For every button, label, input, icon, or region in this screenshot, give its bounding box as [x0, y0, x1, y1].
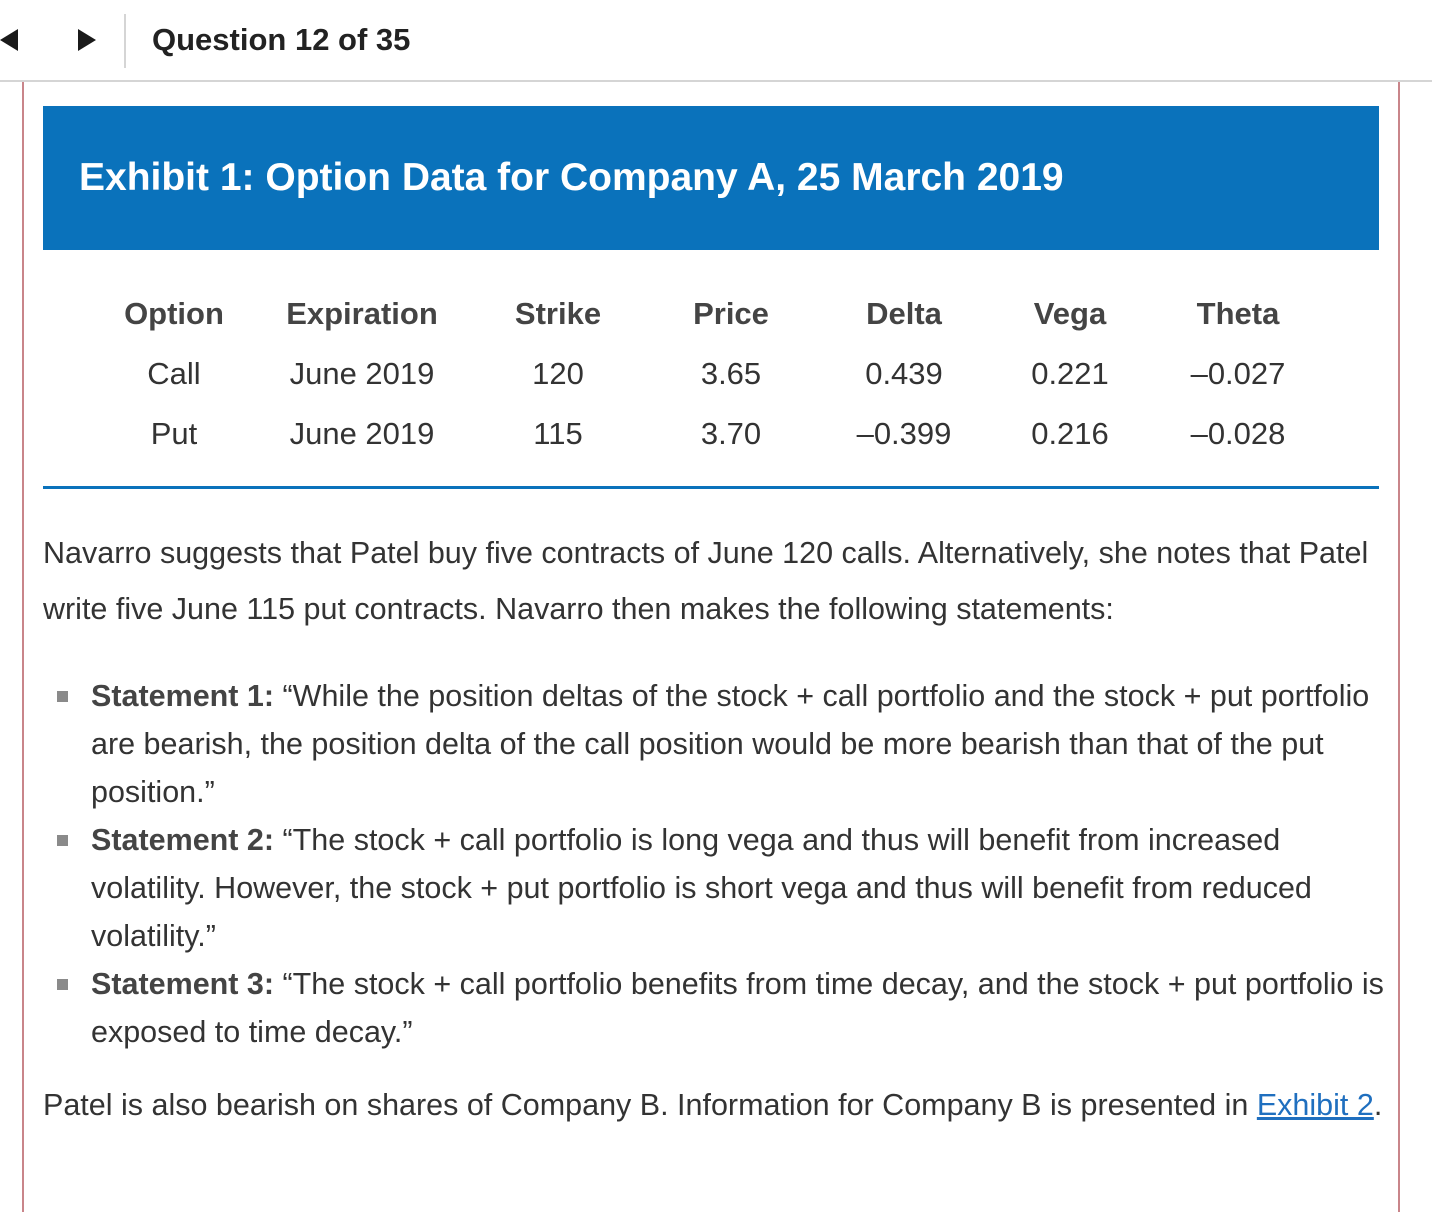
table-cell-delta: –0.399 — [856, 416, 952, 451]
table-cell-theta: –0.027 — [1190, 356, 1286, 391]
table-cell-expiration: June 2019 — [289, 416, 435, 451]
statement-item — [43, 672, 1388, 816]
table-cell-delta: 0.439 — [865, 356, 943, 391]
question-nav-bar — [0, 0, 1432, 82]
table-cell-option: Call — [147, 356, 201, 391]
exhibit-1-header — [43, 106, 1379, 250]
bullet-square-icon — [57, 979, 68, 990]
exhibit-1-title: Exhibit 1: Option Data for Company A, 25 March 2019 — [79, 156, 1064, 199]
table-cell-strike: 120 — [532, 356, 584, 391]
column-header-theta: Theta — [1196, 296, 1280, 331]
statement-text: “The stock + call portfolio benefits from time decay, and the stock + put portfolio is exposed to time decay.” — [91, 967, 1384, 1049]
bullet-square-icon — [57, 835, 68, 846]
statement-label: Statement 2: — [91, 823, 275, 857]
column-header-delta: Delta — [866, 296, 942, 331]
question-counter: Question 12 of 35 — [152, 22, 411, 57]
statement-label: Statement 3: — [91, 967, 275, 1001]
previous-question-icon[interactable] — [0, 29, 18, 51]
table-cell-price: 3.65 — [700, 356, 762, 391]
column-header-strike: Strike — [514, 296, 602, 331]
table-cell-option: Put — [150, 416, 198, 451]
intro-paragraph: Navarro suggests that Patel buy five contracts of June 120 calls. Alternatively, she notes that Patel write five June 115 put contracts. Navarro then makes the following statements: — [43, 536, 1369, 626]
table-cell-strike: 115 — [533, 416, 583, 451]
column-header-expiration: Expiration — [286, 296, 438, 331]
statement-text: “While the position deltas of the stock + call portfolio and the stock + put portfolio are bearish, the position delta of the call position would be more bearish than that of the put position.” — [91, 679, 1370, 809]
table-cell-theta: –0.028 — [1190, 416, 1286, 451]
statement-item — [43, 816, 1388, 960]
statement-text: “The stock + call portfolio is long vega and thus will benefit from increased volatility. However, the stock + put portfolio is short vega and thus will benefit from reduced volatility.” — [91, 823, 1312, 953]
table-cell-vega: 0.216 — [1031, 416, 1109, 451]
column-header-option: Option — [124, 296, 224, 331]
exhibit-2-link[interactable]: Exhibit 2 — [1256, 1088, 1374, 1122]
column-header-price: Price — [693, 296, 769, 331]
closing-paragraph — [43, 1077, 1388, 1133]
column-header-vega: Vega — [1033, 296, 1107, 331]
closing-text: Patel is also bearish on shares of Company B. Information for Company B is presented in — [43, 1088, 1257, 1122]
statement-item — [43, 960, 1388, 1056]
closing-period: . — [1373, 1088, 1383, 1122]
next-question-icon[interactable] — [78, 29, 96, 51]
statement-label: Statement 1: — [91, 679, 275, 713]
table-bottom-rule — [43, 486, 1379, 489]
bullet-square-icon — [57, 691, 68, 702]
table-cell-price: 3.70 — [700, 416, 762, 451]
table-cell-expiration: June 2019 — [289, 356, 435, 391]
nav-divider — [124, 14, 126, 68]
statement-list — [43, 672, 1388, 1056]
table-cell-vega: 0.221 — [1031, 356, 1109, 391]
